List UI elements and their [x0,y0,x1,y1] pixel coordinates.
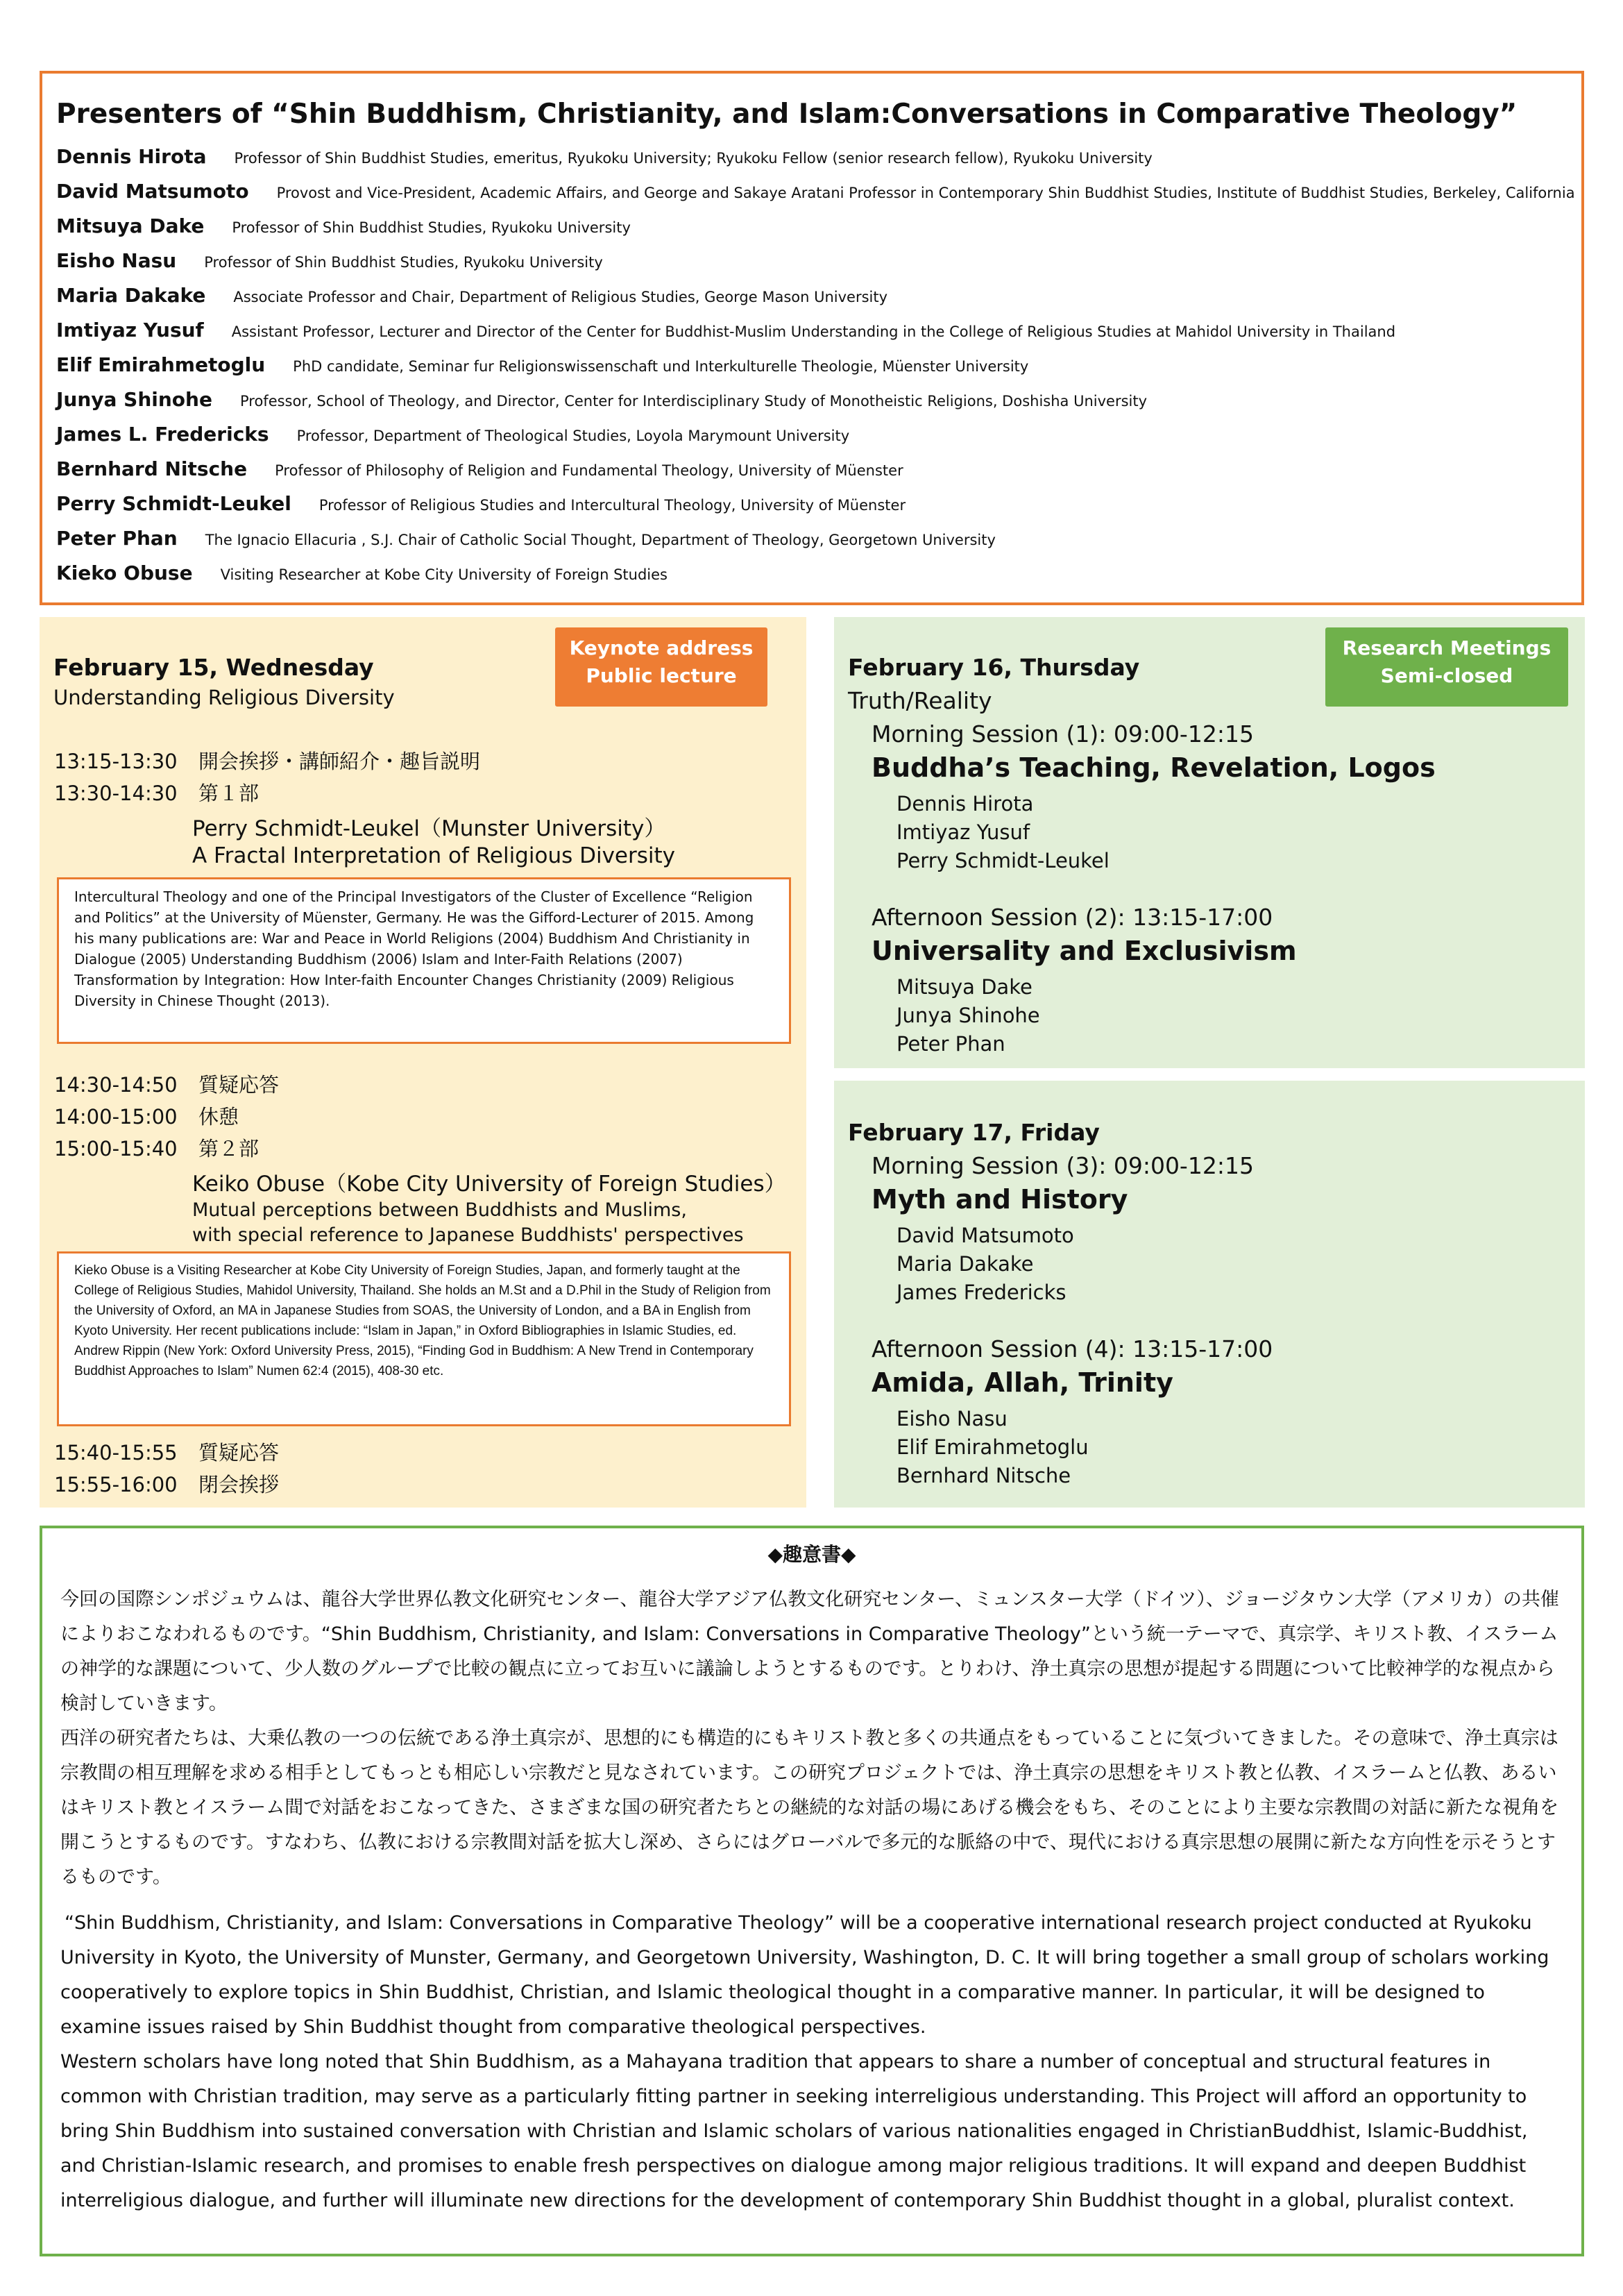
presenter-list [56,145,1575,596]
purpose-japanese [60,1582,1563,1895]
schedule-label: 閉会挨拶 [198,1473,280,1496]
presenter-row [56,492,1567,527]
presenter-affiliation: Assistant Professor, Lecturer and Director of the Center for Buddhist-Muslim Understanding in the College of Religious Studies at Mahidol University in Thailand [231,323,1396,340]
presenter-name: Bernhard Nitsche [56,457,248,480]
session-time: Afternoon Session (4): 13:15-17:00 [872,1335,1273,1362]
presenter-row [56,562,1567,596]
presenter-row [56,353,1567,388]
keynote-badge [555,627,767,707]
keynote-badge-line2: Public lecture [586,664,737,687]
presenter-row [56,145,1567,180]
presenter-affiliation: Professor of Shin Buddhist Studies, emeritus, Ryukoku University; Ryukoku Fellow (senior research fellow), Ryukoku University [234,150,1153,167]
schedule-row [54,1437,279,1466]
lecture-title: with special reference to Japanese Buddhists' perspectives [192,1224,744,1246]
research-badge-line2: Semi-closed [1380,664,1513,687]
presenter-row [56,180,1575,214]
schedule-time: 13:30-14:30 [54,782,178,805]
presenter-name: Dennis Hirota [56,145,207,168]
feb16-title: February 16, Thursday [848,654,1140,681]
presenter: Bernhard Nitsche [897,1464,1071,1487]
presenter: Maria Dakake [897,1252,1034,1276]
presenter-row [56,388,1567,423]
session-presenters [897,1405,1089,1490]
purpose-box [40,1526,1584,2256]
session-title: Buddha’s Teaching, Revelation, Logos [872,752,1436,783]
presenter-name: Junya Shinohe [56,388,212,411]
presenter-affiliation: The Ignacio Ellacuria , S.J. Chair of Catholic Social Thought, Department of Theology, Georgetown University [205,532,996,548]
purpose-english [60,1906,1563,2218]
presenter-affiliation: Provost and Vice-President, Academic Affairs, and George and Sakaye Aratani Professor in Contemporary Shin Buddhist Studies, Institute of Buddhist Studies, Berkeley, California [276,185,1575,201]
schedule-time: 15:00-15:40 [54,1137,178,1160]
presenters-title: Presenters of “Shin Buddhism, Christianity, and Islam:Conversations in Comparative Theology” [56,99,1518,130]
schedule-label: 開会挨拶・講師紹介・趣旨説明 [198,750,481,773]
presenter: James Fredericks [897,1281,1067,1304]
lecture-title: A Fractal Interpretation of Religious Diversity [192,843,676,868]
schedule-label: 質疑応答 [198,1441,280,1464]
research-badge [1325,627,1568,707]
presenter-affiliation: Professor of Shin Buddhist Studies, Ryukoku University [204,254,603,271]
session-title: Amida, Allah, Trinity [872,1367,1173,1398]
presenter-row [56,527,1567,562]
schedule-row [54,1101,239,1130]
schedule-row [54,1133,259,1162]
session-presenters [897,1222,1074,1307]
presenter: David Matsumoto [897,1224,1074,1247]
schedule-row [54,746,480,775]
presenter-name: Imtiyaz Yusuf [56,319,204,341]
purpose-jp-paragraph: 西洋の研究者たちは、大乗仏教の一つの伝統である浄土真宗が、思想的にも構造的にもキリスト教と多くの共通点をもっていることに気づいてきました。その意味で、浄土真宗は宗教間の相互理解を求める相手としてもっとも相応しい宗教だと見なされています。この研究プロジェクトでは、浄土真宗の思想をキリスト教と仏教、イスラームと仏教、あるいはキリスト教とイスラーム間で対話をおこなってきた、さまざまな国の研究者たちとの継続的な対話の場にあげる機会をもち、そのことにより主要な宗教間の対話に新たな視角を開こうとするものです。すなわち、仏教における宗教間対話を拡大し深め、さらにはグローバルで多元的な脈絡の中で、現代における真宗思想の展開に新たな方向性を示そうとするものです。 [60,1728,1559,1888]
presenter-affiliation: Associate Professor and Chair, Department of Religious Studies, George Mason University [233,289,888,305]
purpose-jp-paragraph: 今回の国際シンポジュウムは、龍谷大学世界仏教文化研究センター、龍谷大学アジア仏教文化研究センター、ミュンスター大学（ドイツ）、ジョージタウン大学（アメリカ）の共催によりおこなわれるものです。“Shin Buddhism, Christianity, and Islam: Conversations in Comparative Theology”という統一テーマで、真宗学、キリスト教、イスラームの神学的な課題について、少人数のグループで比較の観点に立ってお互いに議論しようとするものです。とりわけ、浄土真宗の思想が提起する問題について比較神学的な視点から検討していきます。 [60,1589,1559,1714]
session-presenters [897,973,1040,1058]
presenter-name: Peter Phan [56,527,178,550]
presenter-affiliation: Professor of Shin Buddhist Studies, Ryukoku University [232,219,631,236]
presenter: Elif Emirahmetoglu [897,1435,1089,1459]
purpose-title: ◆趣意書◆ [767,1543,856,1566]
presenter-affiliation: Professor of Philosophy of Religion and Fundamental Theology, University of Müenster [275,462,903,479]
presenter-name: James L. Fredericks [56,423,269,446]
schedule-time: 14:00-15:00 [54,1105,178,1129]
presenter-name: David Matsumoto [56,180,249,203]
schedule-label: 休憩 [198,1105,239,1129]
presenter-name: Perry Schmidt-Leukel [56,492,291,515]
purpose-en-paragraph: Western scholars have long noted that Shin Buddhism, as a Mahayana tradition that appears to share a number of conceptual and structural features in common with Christian tradition, may serve as a particularly fitting partner in seeking interreligious understanding. This Project will afford an opportunity to bring Shin Buddhism into sustained conversation with Christian and Islamic scholars of various nationalities engaged in ChristianBuddhist, Islamic-Buddhist, and Christian-Islamic research, and promises to enable fresh perspectives on dialogue among major religious traditions. It will expand and deepen Buddhist interreligious dialogue, and further will illuminate new directions for the development of contemporary Shin Buddhist thought in a global, pluralist context. [60,2051,1528,2211]
feb16-subtitle: Truth/Reality [848,687,992,714]
presenter: Dennis Hirota [897,792,1034,816]
presenter-affiliation: Professor, Department of Theological Studies, Loyola Marymount University [296,428,850,444]
presenter-row [56,284,1567,319]
schedule-row [54,1070,279,1098]
presenter: Perry Schmidt-Leukel [897,849,1110,872]
presenter-row [56,457,1567,492]
presenter-row [56,423,1567,457]
schedule-time: 15:55-16:00 [54,1473,178,1496]
presenter-affiliation: Professor, School of Theology, and Director, Center for Interdisciplinary Study of Monotheistic Religions, Doshisha University [239,393,1148,410]
presenter: Imtiyaz Yusuf [897,820,1030,844]
presenter-row [56,319,1567,353]
presenter-affiliation: PhD candidate, Seminar fur Religionswissenschaft und Interkulturelle Theologie, Müenster University [293,358,1029,375]
feb15-subtitle: Understanding Religious Diversity [53,686,395,709]
speaker-bio: Kieko Obuse is a Visiting Researcher at Kobe City University of Foreign Studies, Japan, and formerly taught at the College of Religious Studies, Mahidol University, Thailand. She holds an M.St and a D.Phil in the Study of Religion from the University of Oxford, an MA in Japanese Studies from SOAS, the University of London, and a BA in English from Kyoto University. Her recent publications include: “Islam in Japan,” in Oxford Bibliographies in Islamic Studies, ed. Andrew Rippin (New York: Oxford University Press, 2015), “Finding God in Buddhism: A New Trend in Contemporary Buddhist Approaches to Islam” Numen 62:4 (2015), 408-30 etc. [57,1251,791,1426]
schedule-row [54,778,259,807]
schedule-time: 15:40-15:55 [54,1441,178,1464]
presenter-affiliation: Visiting Researcher at Kobe City University of Foreign Studies [220,566,668,583]
speaker-name: Perry Schmidt-Leukel（Munster University） [192,816,666,841]
schedule-time: 13:15-13:30 [54,750,178,773]
session-title: Myth and History [872,1184,1128,1215]
session-title: Universality and Exclusivism [872,936,1297,966]
speaker-bio: Intercultural Theology and one of the Principal Investigators of the Cluster of Excellence “Religion and Politics” at the University of Müenster, Germany. He was the Gifford-Lecturer of 2015. Among his many publications are: War and Peace in World Religions (2004) Buddhism And Christianity in Dialogue (2005) Understanding Buddhism (2006) Islam and Inter-Faith Relations (2007) Transformation by Integration: How Inter-faith Encounter Changes Christianity (2009) Religious Diversity in Chinese Thought (2013). [57,877,791,1044]
presenter-name: Kieko Obuse [56,562,193,584]
presenter-name: Elif Emirahmetoglu [56,353,266,376]
feb15-title: February 15, Wednesday [53,654,374,681]
speaker-name: Keiko Obuse（Kobe City University of Foreign Studies） [192,1172,786,1197]
presenter: Peter Phan [897,1032,1005,1056]
schedule-label: 質疑応答 [198,1073,280,1097]
presenter-name: Maria Dakake [56,284,206,307]
presenter-row [56,214,1567,249]
schedule-label: 第２部 [198,1137,260,1160]
presenters-box [40,71,1584,605]
research-badge-line1: Research Meetings [1342,636,1552,659]
presenter: Eisho Nasu [897,1407,1008,1430]
session-time: Afternoon Session (2): 13:15-17:00 [872,904,1273,931]
presenter-name: Eisho Nasu [56,249,177,272]
session-time: Morning Session (1): 09:00-12:15 [872,720,1254,748]
presenter: Mitsuya Dake [897,975,1033,999]
lecture-title: Mutual perceptions between Buddhists and Muslims, [192,1199,687,1221]
purpose-en-paragraph: “Shin Buddhism, Christianity, and Islam: Conversations in Comparative Theology” will be a cooperative international research project conducted at Ryukoku University in Kyoto, the University of Munster, Germany, and Georgetown University, Washington, D. C. It will bring together a small group of scholars working cooperatively to explore topics in Shin Buddhist, Christian, and Islamic theological thought in a comparative manner. In particular, it will be designed to examine issues raised by Shin Buddhist thought from comparative theological perspectives. [60,1912,1549,2038]
presenter-affiliation: Professor of Religious Studies and Intercultural Theology, University of Müenster [318,497,906,514]
schedule-time: 14:30-14:50 [54,1073,178,1097]
feb17-title: February 17, Friday [848,1119,1100,1146]
schedule-row [54,1469,279,1498]
session-presenters [897,790,1110,875]
presenter-row [56,249,1567,284]
presenter: Junya Shinohe [897,1004,1040,1027]
keynote-badge-line1: Keynote address [569,636,754,659]
session-time: Morning Session (3): 09:00-12:15 [872,1152,1254,1179]
schedule-label: 第１部 [198,782,260,805]
presenter-name: Mitsuya Dake [56,214,205,237]
